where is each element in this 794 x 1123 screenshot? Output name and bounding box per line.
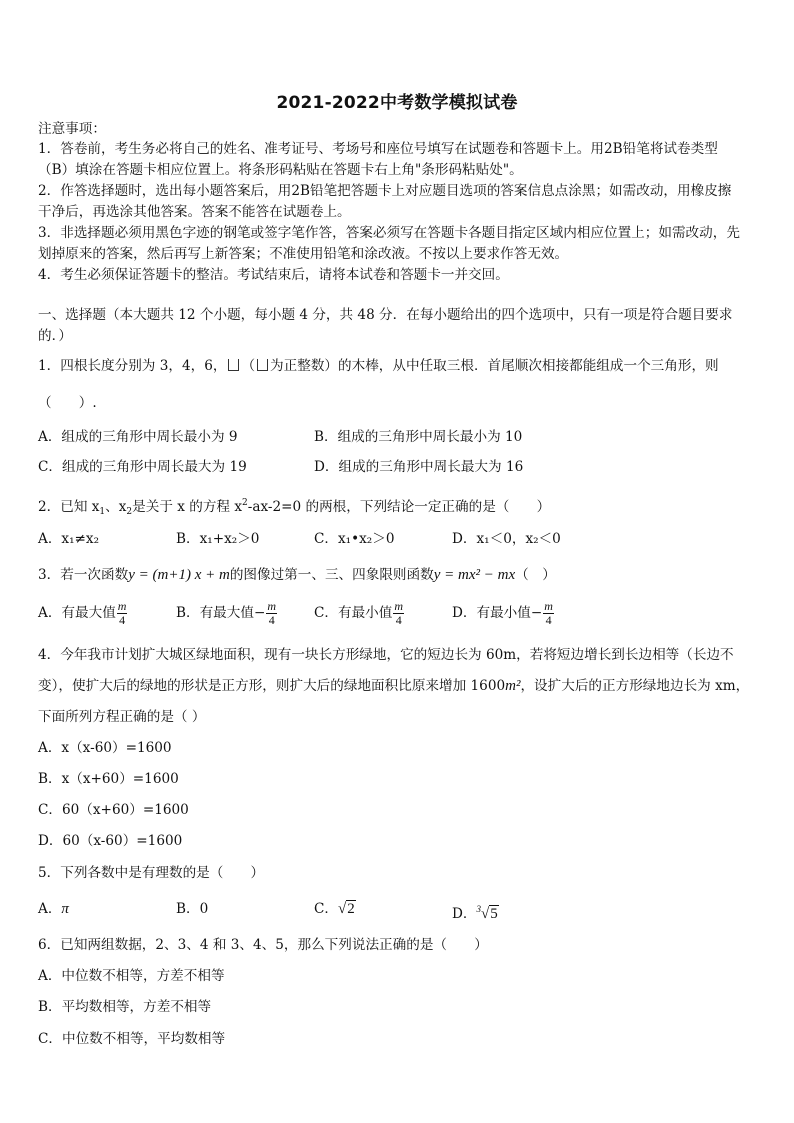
option-a: A．有最大值 $\frac{m}{4}$ [38,599,127,627]
option-b: B．有最大值− $\frac{m}{4}$ [176,599,277,627]
notice-line: （B）填涂在答题卡相应位置上。将条形码粘贴在答题卡右上角"条形码粘贴处"。 [38,162,523,178]
question-6-stem: 6．已知两组数据，2、3、4 和 3、4、5，那么下列说法正确的是（ ） [38,937,488,953]
question-3-stem: 3．若一次函数y = (m+1) x + m的图像过第一、三、四象限则函数y = mx² − mx（ ） [38,567,556,583]
option-c: C．x₁•x₂＞0 [314,531,395,547]
option-b: B．x₁+x₂＞0 [176,531,260,547]
section-heading-cont: 的．） [38,328,72,344]
option-c: C．组成的三角形中周长最大为 19 [38,459,247,475]
question-1-stem: 1．四根长度分别为 3，4，6， （ 为正整数）的木棒，从中任取三根．首尾顺次相接都能组成一个三角形，则 [38,358,719,374]
notice-line: 干净后，再选涂其他答案。答案不能答在试题卷上。 [38,204,351,220]
option-d: D．组成的三角形中周长最大为 16 [314,459,524,475]
option-a: A．π [38,901,69,917]
option-d: D．x₁＜0，x₂＜0 [452,531,561,547]
quadratic-function-expr: y = mx² − mx [433,567,516,583]
option-a: A．x₁≠x₂ [38,531,100,547]
linear-function-expr: y = (m+1) x + m [128,567,230,583]
option-b: B．x（x+60）=1600 [38,771,179,787]
option-d: D．60（x-60）=1600 [38,833,183,849]
option-d: D．$^3$√5 [452,904,498,922]
notice-line: 划掉原来的答案，然后再写上新答案；不准使用铅笔和涂改液。不按以上要求作答无效。 [38,246,569,262]
option-c: C．中位数不相等，平均数相等 [38,1031,226,1047]
question-4-stem: 4．今年我市计划扩大城区绿地面积，现有一块长方形绿地，它的短边长为 60m，若将短边增长到长边相等（长边不 [38,647,734,663]
option-b: B．0 [176,901,209,917]
option-b: B．组成的三角形中周长最小为 10 [314,429,523,445]
notice-line: 4．考生必须保证答题卡的整洁。考试结束后，请将本试卷和答题卡一并交回。 [38,267,509,283]
notice-line: 3．非选择题必须用黑色字迹的钢笔或签字笔作答，答案必须写在答题卡各题目指定区域内相应位置上；如需改动，先 [38,225,740,241]
notice-line: 2．作答选择题时，选出每小题答案后，用2B铅笔把答题卡上对应题目选项的答案信息点涂黑；如需改动，用橡皮擦 [38,183,732,199]
option-c: C．60（x+60）=1600 [38,802,189,818]
section-heading: 一、选择题（本大题共 12 个小题，每小题 4 分，共 48 分．在每小题给出的四个选项中，只有一项是符合题目要求 [38,307,733,323]
option-d: D．有最小值− $\frac{m}{4}$ [452,599,553,627]
unknown-box-icon [257,359,268,371]
page-title: 2021-2022中考数学模拟试卷 [276,93,518,113]
option-a: A．x（x-60）=1600 [38,740,172,756]
question-4-stem-cont: 下面所列方程正确的是（ ） [38,709,206,725]
question-5-stem: 5．下列各数中是有理数的是（ ） [38,865,265,881]
unknown-box-icon [228,359,239,371]
question-1-bracket: （ ）. [38,395,97,411]
option-a: A．组成的三角形中周长最小为 9 [38,429,238,445]
notice-heading: 注意事项： [38,121,106,137]
option-a: A．中位数不相等，方差不相等 [38,968,225,984]
question-4-stem-cont: 变），使扩大后的绿地的形状是正方形，则扩大后的绿地面积比原来增加 1600m²，设扩大后的正方形绿地边长为 xm， [38,678,750,694]
option-b: B．平均数相等，方差不相等 [38,999,212,1015]
option-c: C．√2 [314,901,355,917]
notice-line: 1．答卷前，考生务必将自己的姓名、准考证号、考场号和座位号填写在试题卷和答题卡上。用2B铅笔将试卷类型 [38,141,718,157]
question-2-stem: 2．已知 $x_1$、$x_2$是关于 x 的方程 $x^2-ax-2=0$ 的两根，下列结论一定正确的是（ ） [38,498,551,517]
option-c: C．有最小值 $\frac{m}{4}$ [314,599,404,627]
